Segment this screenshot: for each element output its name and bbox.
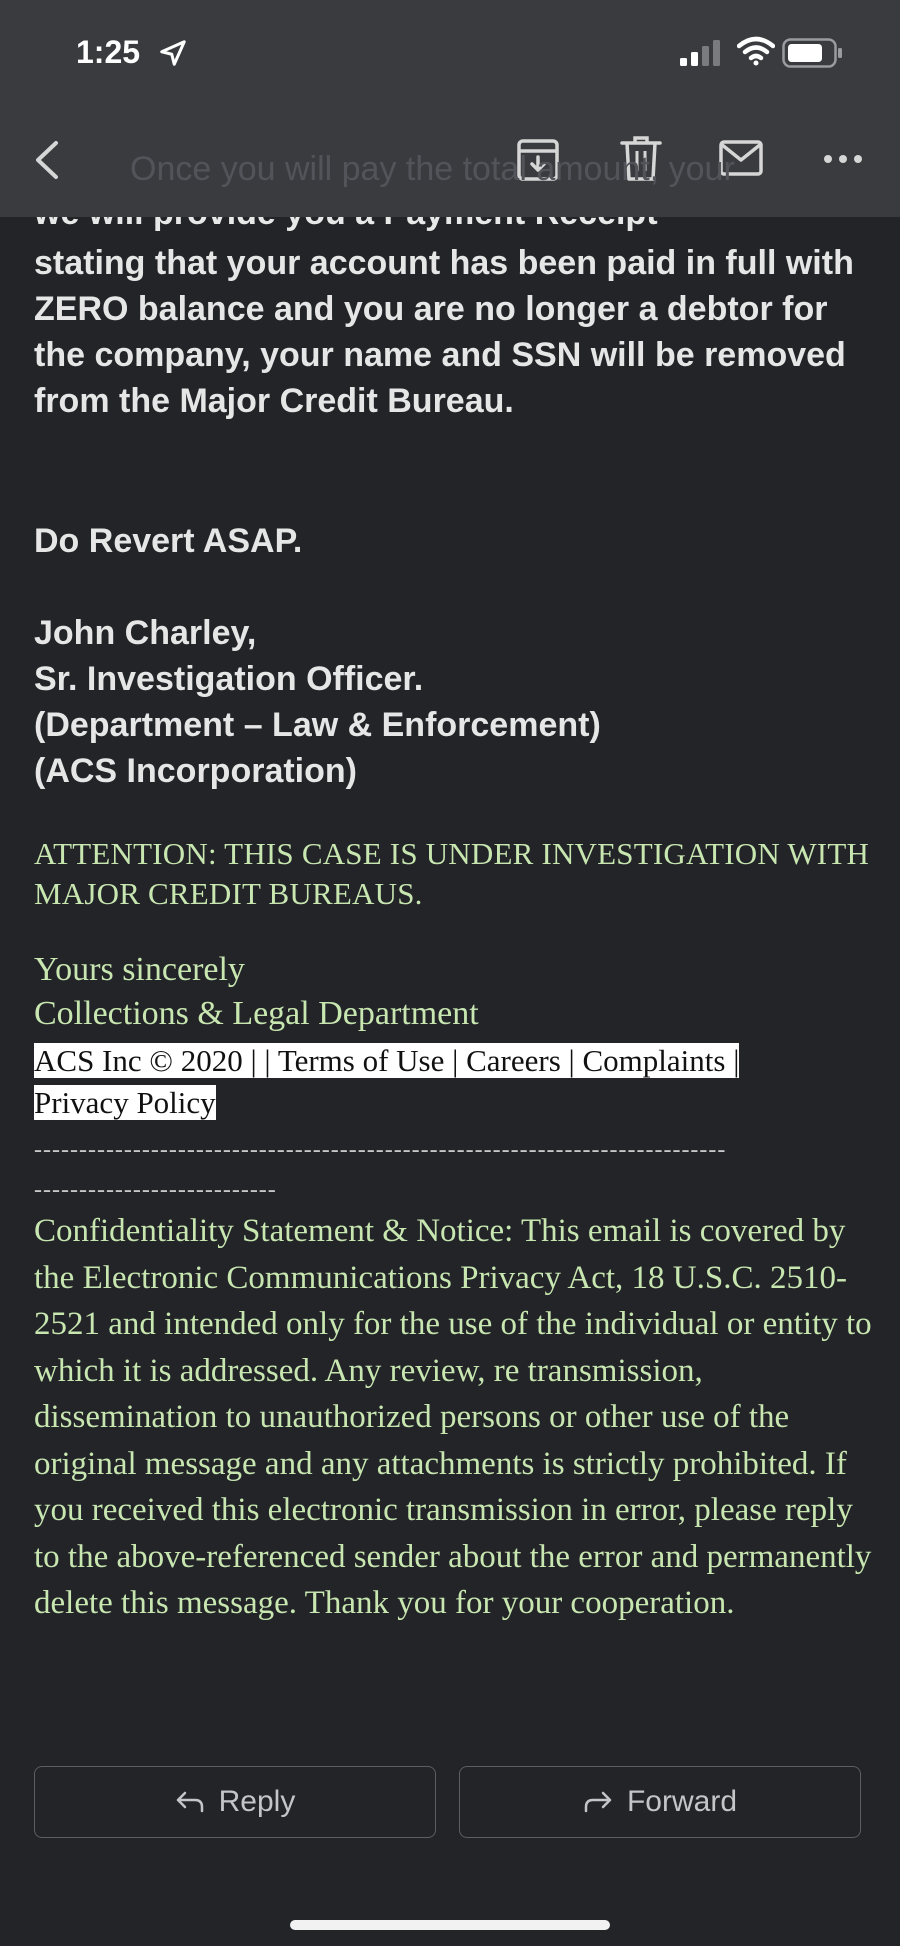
reply-label: Reply <box>218 1785 296 1818</box>
trash-icon <box>619 135 663 183</box>
footer-copyright: ACS Inc © 2020 <box>34 1043 243 1078</box>
forward-button[interactable] <box>459 1766 861 1838</box>
back-button[interactable] <box>28 135 68 185</box>
more-icon <box>818 149 868 169</box>
closing-block <box>34 948 874 1036</box>
delete-button[interactable] <box>619 135 663 183</box>
closing-department: Collections & Legal Department <box>34 995 479 1032</box>
wifi-icon <box>737 36 775 71</box>
location-arrow-icon <box>158 38 188 73</box>
signature-company: (ACS Incorporation) <box>34 752 357 790</box>
status-time: 1:25 <box>76 34 141 70</box>
archive-icon <box>515 137 561 183</box>
forward-label: Forward <box>626 1785 738 1818</box>
complaints-link[interactable]: Complaints <box>582 1043 726 1078</box>
confidentiality-statement: Confidentiality Statement & Notice: This email is covered by the Electronic Communications Privacy Act, 18 U.S.C. 2510-2521 and intended only for the use of the individual or entity to which it is addressed. Any review, re transmission, dissemination to unauthorized persons or other use of the original message and any attachments is strictly prohibited. If you received this electronic transmission in error, please reply to the above-referenced sender about the error and permanently delete this message. Thank you for your cooperation. <box>34 1213 872 1621</box>
email-paragraph-payment: stating that your account has been paid in full with ZERO balance and you are no longer a debtor for the company, your name and SSN will be removed from the Major Credit Bureau. <box>34 244 854 420</box>
back-chevron-icon <box>28 135 68 185</box>
attention-notice: ATTENTION: THIS CASE IS UNDER INVESTIGATION WITH MAJOR CREDIT BUREAUS. <box>34 836 870 911</box>
privacy-policy-link[interactable]: Privacy Policy <box>34 1085 216 1120</box>
more-options-button[interactable] <box>818 149 868 169</box>
terms-of-use-link[interactable]: Terms of Use <box>277 1043 445 1078</box>
home-indicator[interactable] <box>290 1920 610 1930</box>
signature-title: Sr. Investigation Officer. <box>34 660 424 698</box>
signal-bars-icon <box>680 40 724 71</box>
closing-sincerely: Yours sincerely <box>34 951 245 988</box>
battery-icon <box>782 38 844 73</box>
reply-arrow-icon <box>175 1789 205 1815</box>
archive-button[interactable] <box>515 137 561 183</box>
footer-links: ACS Inc © 2020 | | Terms of Use | Careers | Complaints | Privacy Policy <box>34 1043 740 1120</box>
reply-button[interactable] <box>34 1766 436 1838</box>
signature-department: (Department – Law & Enforcement) <box>34 706 601 744</box>
mail-icon <box>718 138 764 178</box>
status-bar <box>0 0 900 105</box>
careers-link[interactable]: Careers <box>466 1043 561 1078</box>
forward-arrow-icon <box>583 1789 613 1815</box>
email-paragraph-revert: Do Revert ASAP. <box>34 522 303 560</box>
scrolled-text-ghost: Once you will pay the total amount, your <box>130 150 735 188</box>
email-toolbar <box>0 105 900 217</box>
divider-dashes-continued: --------------------------- <box>34 1177 277 1203</box>
signature-name: John Charley, <box>34 614 257 652</box>
divider-dashes: ----------------------------------------------------------------------------- <box>34 1137 727 1163</box>
email-signature <box>34 610 854 794</box>
mark-unread-button[interactable] <box>718 138 764 178</box>
